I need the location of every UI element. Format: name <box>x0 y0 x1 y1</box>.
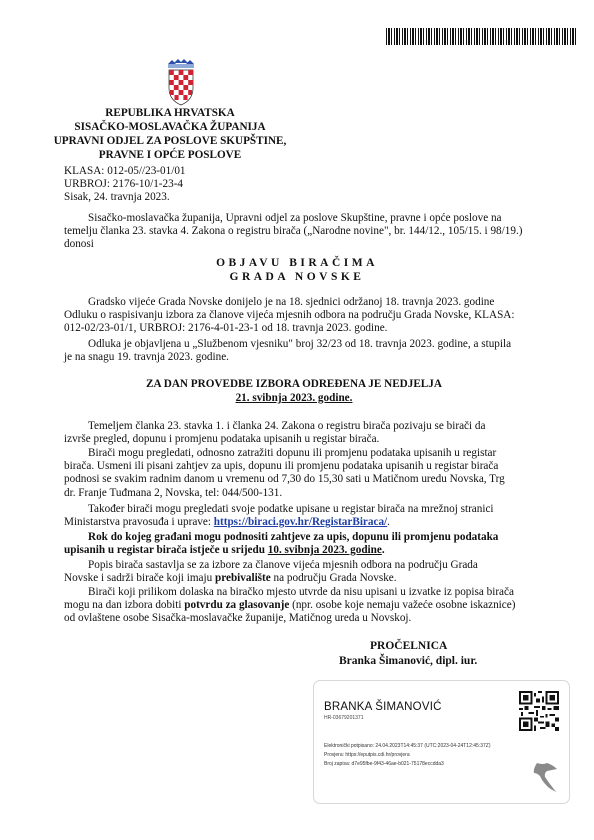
intro-line-1: Sisačko-moslavačka županija, Upravni odjel za poslove Skupštine, pravne i opće poslove na <box>88 212 502 224</box>
paragraph-invitation <box>64 420 524 446</box>
election-date <box>64 392 524 405</box>
intro-line-3: donosi <box>64 238 94 251</box>
para7-line-2 <box>64 572 524 585</box>
e-signature-verify: Provjera: https://eputpis.cdi.hr/provjera <box>324 752 410 758</box>
barcode <box>386 28 576 45</box>
e-signature-signed: Elektronički potpisano: 24.04.2023T14:45:37 (UTC:2023-04-24T12:45:37Z) <box>324 743 491 749</box>
intro-paragraph <box>64 212 524 252</box>
para3-line-1: Temeljem članka 23. stavka 1. i članka 24. Zakona o registru birača pozivaju se birači da <box>88 420 486 432</box>
para2-line-1: Odluka je objavljena u „Službenom vjesniku" broj 32/23 od 18. travnja 2023. godine, a stupila <box>88 338 512 350</box>
header-line-3: UPRAVNI ODJEL ZA POSLOVE SKUPŠTINE, <box>53 135 287 147</box>
para1-line-1: Gradsko vijeće Grada Novske donijelo je na 18. sjednici održanoj 18. travnja 2023. godine <box>88 296 495 308</box>
para4-line-2: birača. Usmeni ili pisani zahtjev za upis, dopunu ili promjenu podataka upisanih u registar birača <box>64 460 499 473</box>
para8-line-1: Birači koji prilikom dolaska na biračko mjesto utvrde da nisu upisani u izvatke iz popisa birača <box>88 586 514 598</box>
deadline-date: 10. svibnja 2023. godine <box>267 544 382 557</box>
paragraph-voting-certificate <box>64 586 524 626</box>
para7-line-1: Popis birača sastavlja se za izbore za članove vijeća mjesnih odbora na području Grada <box>88 559 478 571</box>
election-day-heading: ZA DAN PROVEDBE IZBORA ODREĐENA JE NEDJELJA <box>146 378 442 390</box>
place-date: Sisak, 24. travnja 2023. <box>64 191 170 203</box>
para8-line-2-prefix: mogu na dan izbora dobiti <box>64 599 185 612</box>
para2-line-2: je na snagu 19. travnja 2023. godine. <box>64 351 229 364</box>
para6-line-2-suffix: . <box>381 544 385 557</box>
header-line-1: REPUBLIKA HRVATSKA <box>105 107 235 119</box>
voting-certificate-term: potvrdu za glasovanje <box>184 599 290 612</box>
klasa: KLASA: 012-05//23-01/01 <box>64 165 186 177</box>
residence-term: prebivalište <box>215 572 271 585</box>
para4-line-1: Birači mogu pregledati, odnosno zatražiti dopunu ili promjenu podataka upisanih u registar <box>88 447 497 459</box>
para7-line-2-prefix: Novske i sadrži birače koji imaju <box>64 572 215 585</box>
para8-line-2 <box>64 599 524 612</box>
paragraph-online <box>64 503 524 529</box>
signature-role: PROČELNICA <box>370 640 448 652</box>
document-title: OBJAVU BIRAČIMA <box>216 257 378 269</box>
paragraph-requests <box>64 447 524 500</box>
paragraph-decision <box>64 296 524 336</box>
electronic-signature-box <box>313 680 570 804</box>
croatia-map-icon <box>531 761 559 793</box>
document-subtitle: GRADA NOVSKE <box>229 271 365 283</box>
e-signature-id: HR-03679201371 <box>324 715 364 721</box>
para5-line-2-prefix: Ministarstva pravosuđa i uprave: <box>64 516 214 529</box>
header-line-4: PRAVNE I OPĆE POSLOVE <box>98 149 242 161</box>
e-signature-name: BRANKA ŠIMANOVIĆ <box>324 701 442 713</box>
registar-biraca-link[interactable]: https://biraci.gov.hr/RegistarBiraca/ <box>213 516 388 529</box>
signature-name: Branka Šimanović, dipl. iur. <box>339 655 478 667</box>
intro-line-2: temelju članka 23. stavka 4. Zakona o registru birača („Narodne novine", br. 144/12., 105/15. i 98/19.) <box>64 225 523 238</box>
para5-line-2-suffix: . <box>387 516 390 529</box>
para7-line-2-suffix: na području Grada Novske. <box>270 572 397 585</box>
para6-line-2-prefix: upisanih u registar birača istječe u srijedu <box>64 544 268 557</box>
header-line-2: SISAČKO-MOSLAVAČKA ŽUPANIJA <box>74 121 266 133</box>
paragraph-deadline <box>64 531 524 557</box>
e-signature-record: Broj zapisa: d7e95fbe-9f43-46ae-b021-75178eccdda3 <box>324 761 444 767</box>
para4-line-3: podnosi se svakim radnim danom u vremenu od 7,30 do 15,30 sati u Matičnom uredu Novska, Trg <box>64 473 505 486</box>
para1-line-2: Odluku o raspisivanju izbora za članove vijeća mjesnih odbora na području Grada Novske, KLASA: <box>64 309 515 322</box>
qr-code-icon <box>519 691 559 731</box>
paragraph-voter-list <box>64 559 524 585</box>
para3-line-2: izvrše pregled, dopunu i promjenu podataka upisanih u registar birača. <box>64 433 380 446</box>
urbroj: URBROJ: 2176-10/1-23-4 <box>64 178 184 190</box>
para5-line-2 <box>64 516 524 529</box>
paragraph-publication <box>64 338 524 364</box>
para5-line-1: Također birači mogu pregledati svoje podatke upisane u registar birača na mrežnoj stranici <box>88 503 494 515</box>
para6-line-2 <box>64 544 524 557</box>
election-date-text: 21. svibnja 2023. godine. <box>235 392 353 404</box>
croatian-coat-of-arms-icon <box>166 58 196 106</box>
para4-line-4: dr. Franje Tuđmana 2, Novska, tel: 044/500-131. <box>64 486 283 499</box>
para6-line-1: Rok do kojeg građani mogu podnositi zahtjeve za upis, dopunu ili promjenu podataka <box>88 531 499 543</box>
para8-line-2-suffix: (npr. osobe koje nemaju važeće osobne iskaznice) <box>289 599 516 612</box>
para8-line-3: od ovlaštene osobe Sisačka-moslavačke županije, Matičnog ureda u Novskoj. <box>64 612 412 625</box>
para1-line-3: 012-02/23-01/1, URBROJ: 2176-4-01-23-1 od 18. travnja 2023. godine. <box>64 322 388 335</box>
